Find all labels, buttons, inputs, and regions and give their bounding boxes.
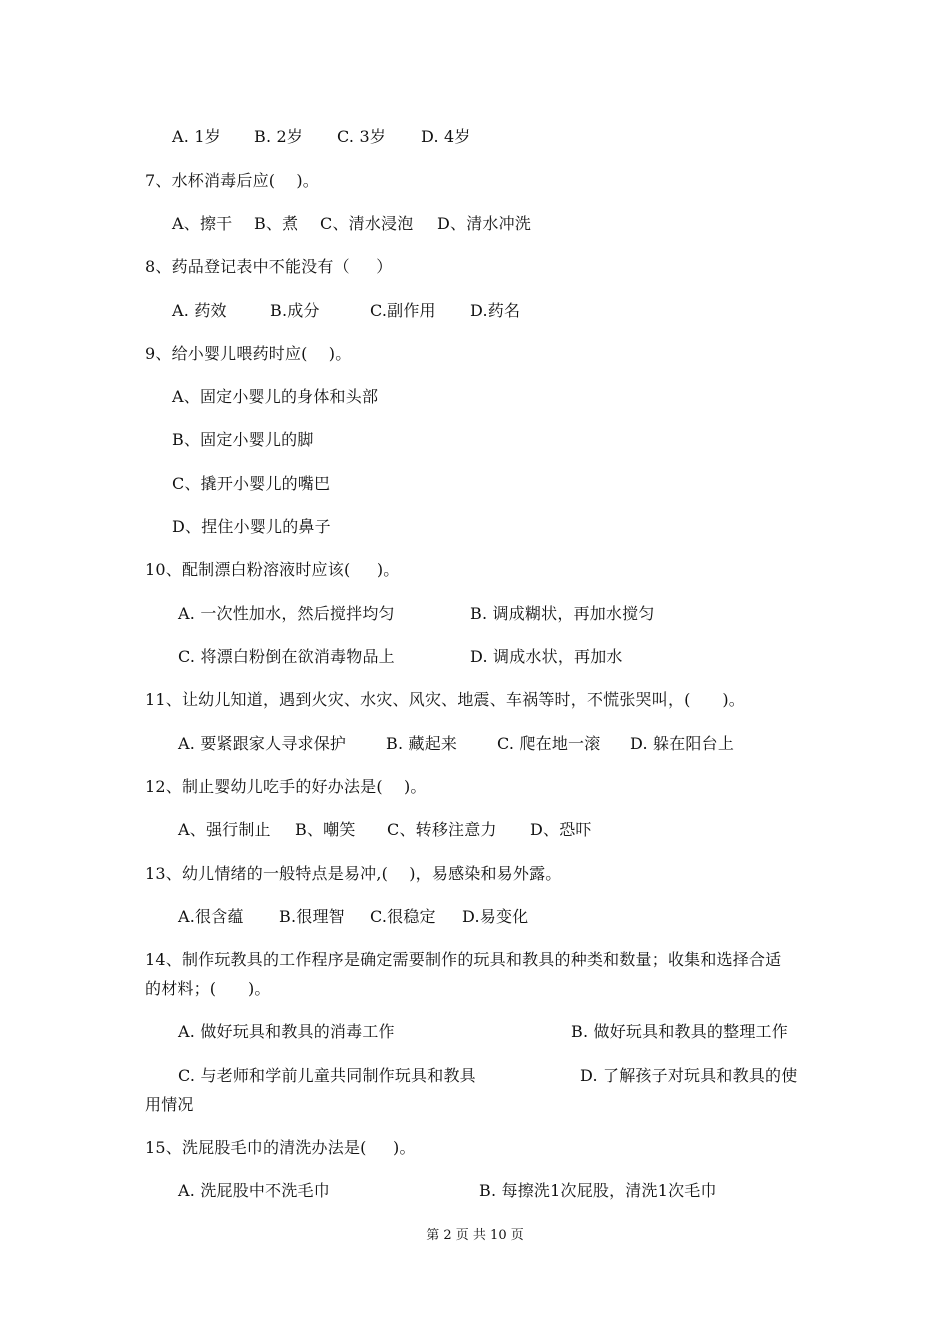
- q9-stem: 9、给小婴儿喂药时应( )。: [145, 344, 352, 363]
- q13-option-a: A.很含蕴: [178, 907, 244, 926]
- q6-option-d: D. 4岁: [421, 127, 471, 146]
- q11-stem: 11、让幼儿知道，遇到火灾、水灾、风灾、地震、车祸等时，不慌张哭叫，( )。: [145, 690, 745, 709]
- q10-stem: 10、配制漂白粉溶液时应该( )。: [145, 560, 400, 579]
- q9-option-b: B、固定小婴儿的脚: [172, 430, 314, 449]
- q12-option-b: B、嘲笑: [295, 820, 356, 839]
- q10-option-b: B. 调成糊状，再加水搅匀: [470, 604, 655, 623]
- q14-option-d-line2: 用情况: [145, 1095, 194, 1114]
- q10-option-d: D. 调成水状，再加水: [470, 647, 623, 666]
- q12-option-c: C、转移注意力: [387, 820, 497, 839]
- q6-option-a: A. 1岁: [172, 127, 221, 146]
- q8-stem: 8、药品登记表中不能没有（ ）: [145, 257, 393, 276]
- q14-option-d-line1: D. 了解孩子对玩具和教具的使: [580, 1066, 798, 1085]
- q11-option-a: A. 要紧跟家人寻求保护: [178, 734, 347, 753]
- q13-option-c: C.很稳定: [370, 907, 436, 926]
- q15-option-a: A. 洗屁股中不洗毛巾: [178, 1181, 330, 1200]
- q8-option-d: D.药名: [470, 301, 521, 320]
- q7-option-b: B、煮: [254, 214, 299, 233]
- q11-option-d: D. 躲在阳台上: [630, 734, 735, 753]
- q8-option-c: C.副作用: [370, 301, 436, 320]
- q13-option-d: D.易变化: [462, 907, 529, 926]
- q15-stem: 15、洗屁股毛巾的清洗办法是( )。: [145, 1138, 416, 1157]
- q8-option-a: A. 药效: [172, 301, 227, 320]
- q9-option-a: A、固定小婴儿的身体和头部: [172, 387, 379, 406]
- q10-option-a: A. 一次性加水，然后搅拌均匀: [178, 604, 395, 623]
- q10-option-c: C. 将漂白粉倒在欲消毒物品上: [178, 647, 395, 666]
- q7-option-c: C、清水浸泡: [320, 214, 414, 233]
- q6-option-c: C. 3岁: [337, 127, 387, 146]
- q12-option-a: A、强行制止: [178, 820, 271, 839]
- q7-stem: 7、水杯消毒后应( )。: [145, 171, 320, 190]
- q14-option-b: B. 做好玩具和教具的整理工作: [571, 1022, 788, 1041]
- q14-option-c: C. 与老师和学前儿童共同制作玩具和教具: [178, 1066, 476, 1085]
- q7-option-d: D、清水冲洗: [437, 214, 532, 233]
- q12-stem: 12、制止婴幼儿吃手的好办法是( )。: [145, 777, 427, 796]
- q14-option-a: A. 做好玩具和教具的消毒工作: [178, 1022, 395, 1041]
- page-number-footer: 第 2 页 共 10 页: [426, 1228, 524, 1243]
- q13-stem: 13、幼儿情绪的一般特点是易冲,( )，易感染和易外露。: [145, 864, 562, 883]
- q12-option-d: D、恐吓: [530, 820, 592, 839]
- q15-option-b: B. 每擦洗1次屁股，清洗1次毛巾: [479, 1181, 717, 1200]
- q14-stem-line1: 14、制作玩教具的工作程序是确定需要制作的玩具和教具的种类和数量；收集和选择合适: [145, 950, 782, 969]
- q11-option-c: C. 爬在地一滚: [497, 734, 601, 753]
- q7-option-a: A、擦干: [172, 214, 233, 233]
- q11-option-b: B. 藏起来: [386, 734, 458, 753]
- q8-option-b: B.成分: [270, 301, 320, 320]
- q13-option-b: B.很理智: [279, 907, 345, 926]
- q14-stem-line2: 的材料；( )。: [145, 979, 271, 998]
- q9-option-d: D、捏住小婴儿的鼻子: [172, 517, 331, 536]
- q6-option-b: B. 2岁: [254, 127, 304, 146]
- q9-option-c: C、撬开小婴儿的嘴巴: [172, 474, 331, 493]
